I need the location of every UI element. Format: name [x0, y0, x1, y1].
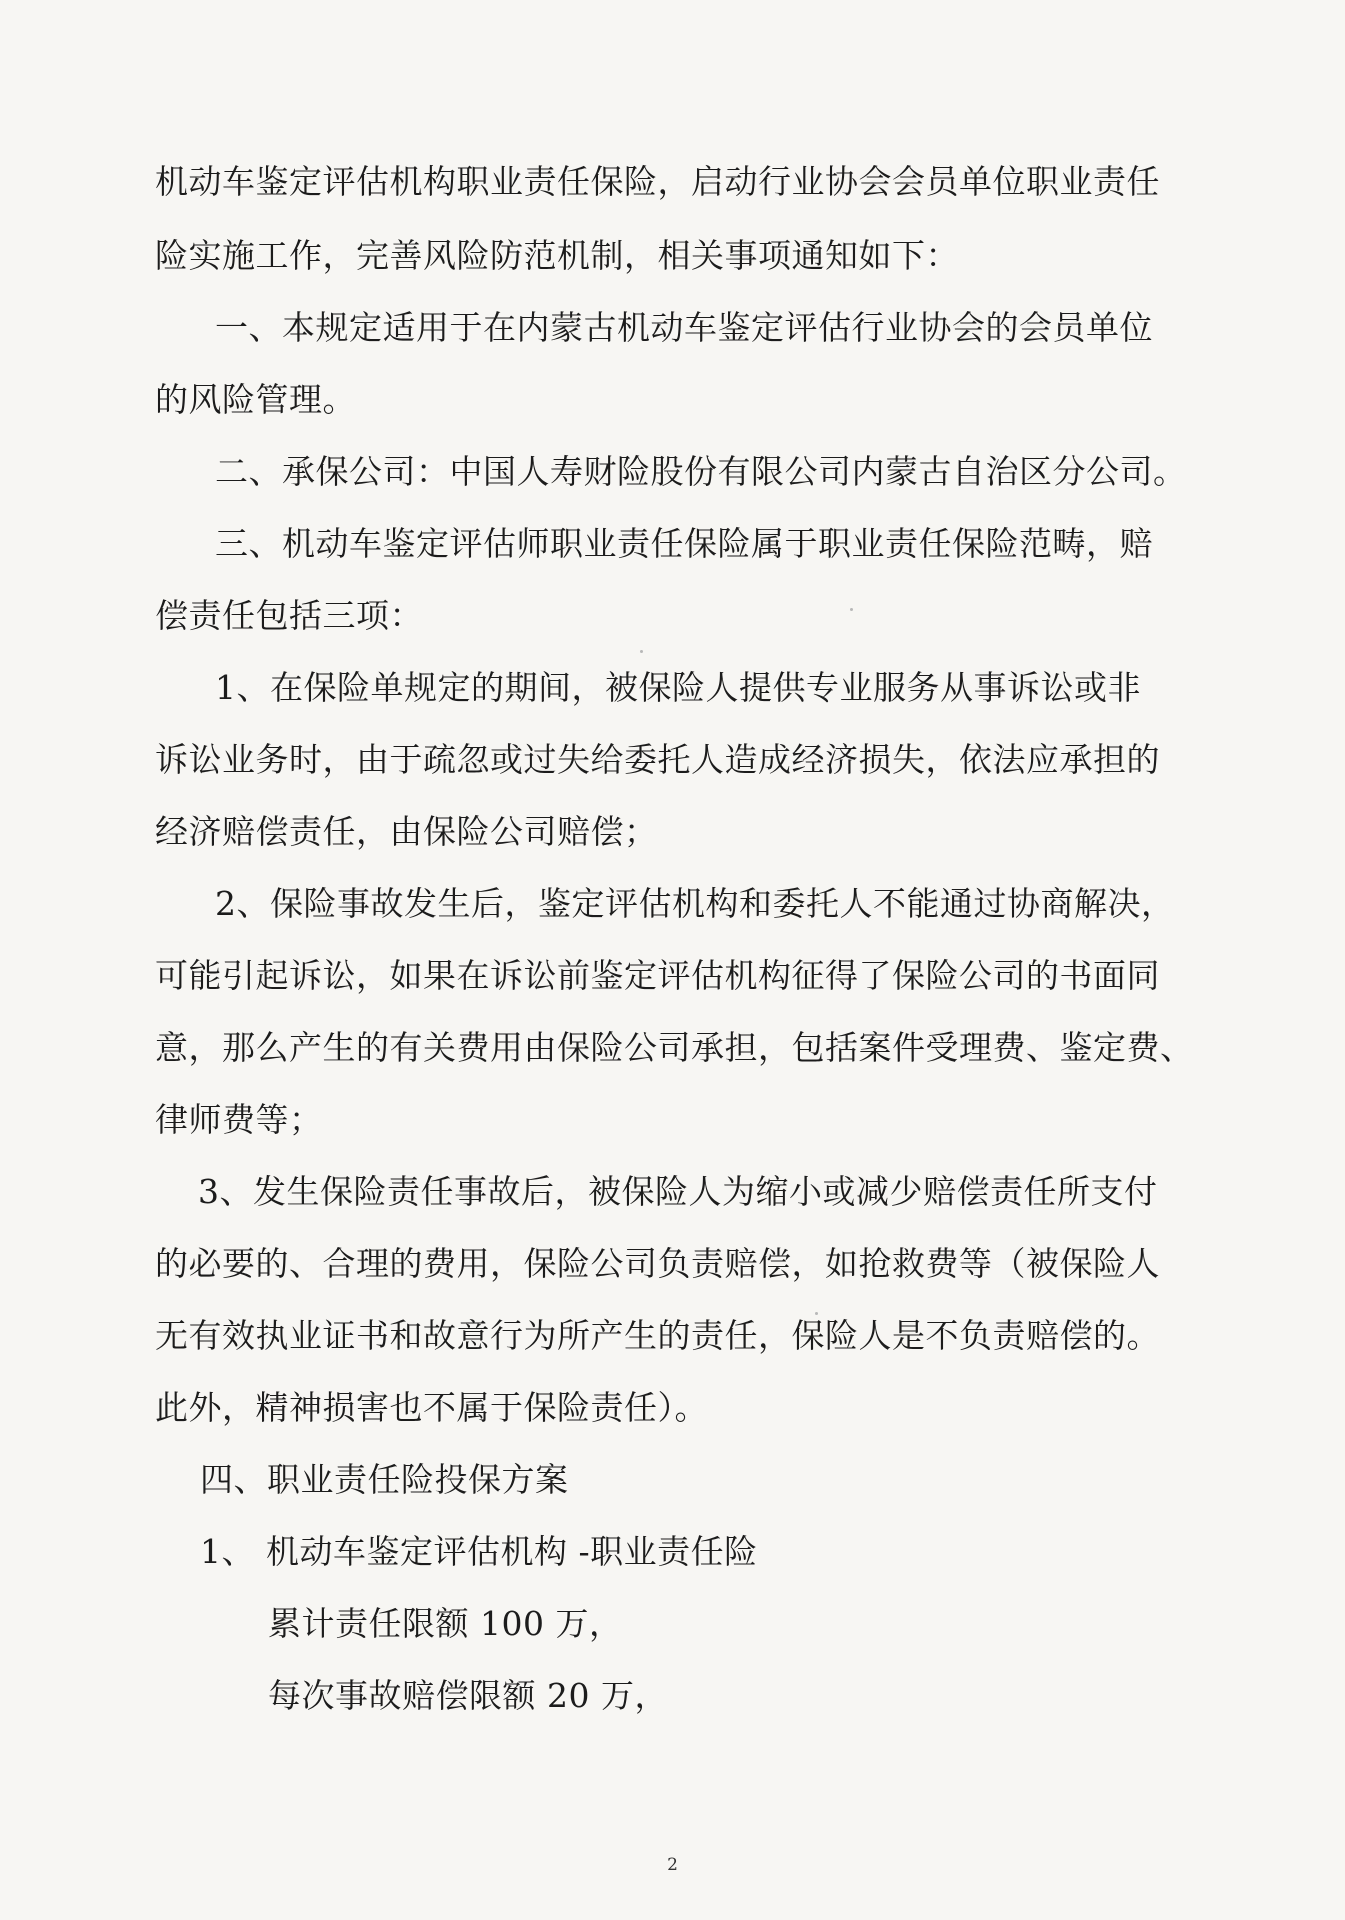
text-line-1: 机动车鉴定评估机构职业责任保险，启动行业协会会员单位职业责任: [155, 162, 1160, 201]
item-2-line-2: 可能引起诉讼，如果在诉讼前鉴定评估机构征得了保险公司的书面同: [155, 956, 1160, 995]
clause-3-line-1: 三、机动车鉴定评估师职业责任保险属于职业责任保险范畴，赔: [215, 524, 1153, 563]
page-number: 2: [667, 1855, 678, 1875]
item-3-line-2: 的必要的、合理的费用，保险公司负责赔偿，如抢救费等（被保险人: [155, 1244, 1160, 1283]
section-4-heading: 四、职业责任险投保方案: [200, 1460, 569, 1499]
item-2-line-4: 律师费等；: [155, 1100, 323, 1139]
item-1-line-1: 1、在保险单规定的期间，被保险人提供专业服务从事诉讼或非: [215, 668, 1141, 707]
item-3-line-1: 3、发生保险责任事故后，被保险人为缩小或减少赔偿责任所支付: [198, 1172, 1158, 1211]
scan-speck: [850, 608, 853, 611]
item-2-line-3: 意，那么产生的有关费用由保险公司承担，包括案件受理费、鉴定费、: [155, 1028, 1194, 1067]
item-1-line-3: 经济赔偿责任，由保险公司赔偿；: [155, 812, 658, 851]
scan-speck: [815, 1312, 818, 1315]
clause-1-line-1: 一、本规定适用于在内蒙古机动车鉴定评估行业协会的会员单位: [215, 308, 1153, 347]
clause-3-line-2: 偿责任包括三项：: [155, 596, 423, 635]
item-2-line-1: 2、保险事故发生后，鉴定评估机构和委托人不能通过协商解决，: [215, 884, 1175, 923]
item-1-line-2: 诉讼业务时，由于疏忽或过失给委托人造成经济损失，依法应承担的: [155, 740, 1160, 779]
plan-1-heading: 1、 机动车鉴定评估机构 -职业责任险: [200, 1532, 758, 1571]
clause-2-line: 二、承保公司：中国人寿财险股份有限公司内蒙古自治区分公司。: [215, 452, 1187, 491]
plan-1-per-accident-limit: 每次事故赔偿限额 20 万，: [268, 1676, 668, 1715]
scan-speck: [640, 650, 643, 653]
item-3-line-4: 此外，精神损害也不属于保险责任）。: [155, 1388, 708, 1427]
clause-1-line-2: 的风险管理。: [155, 380, 356, 419]
item-3-line-3: 无有效执业证书和故意行为所产生的责任，保险人是不负责赔偿的。: [155, 1316, 1160, 1355]
text-line-2: 险实施工作，完善风险防范机制，相关事项通知如下：: [155, 236, 959, 275]
plan-1-total-limit: 累计责任限额 100 万，: [268, 1604, 623, 1643]
